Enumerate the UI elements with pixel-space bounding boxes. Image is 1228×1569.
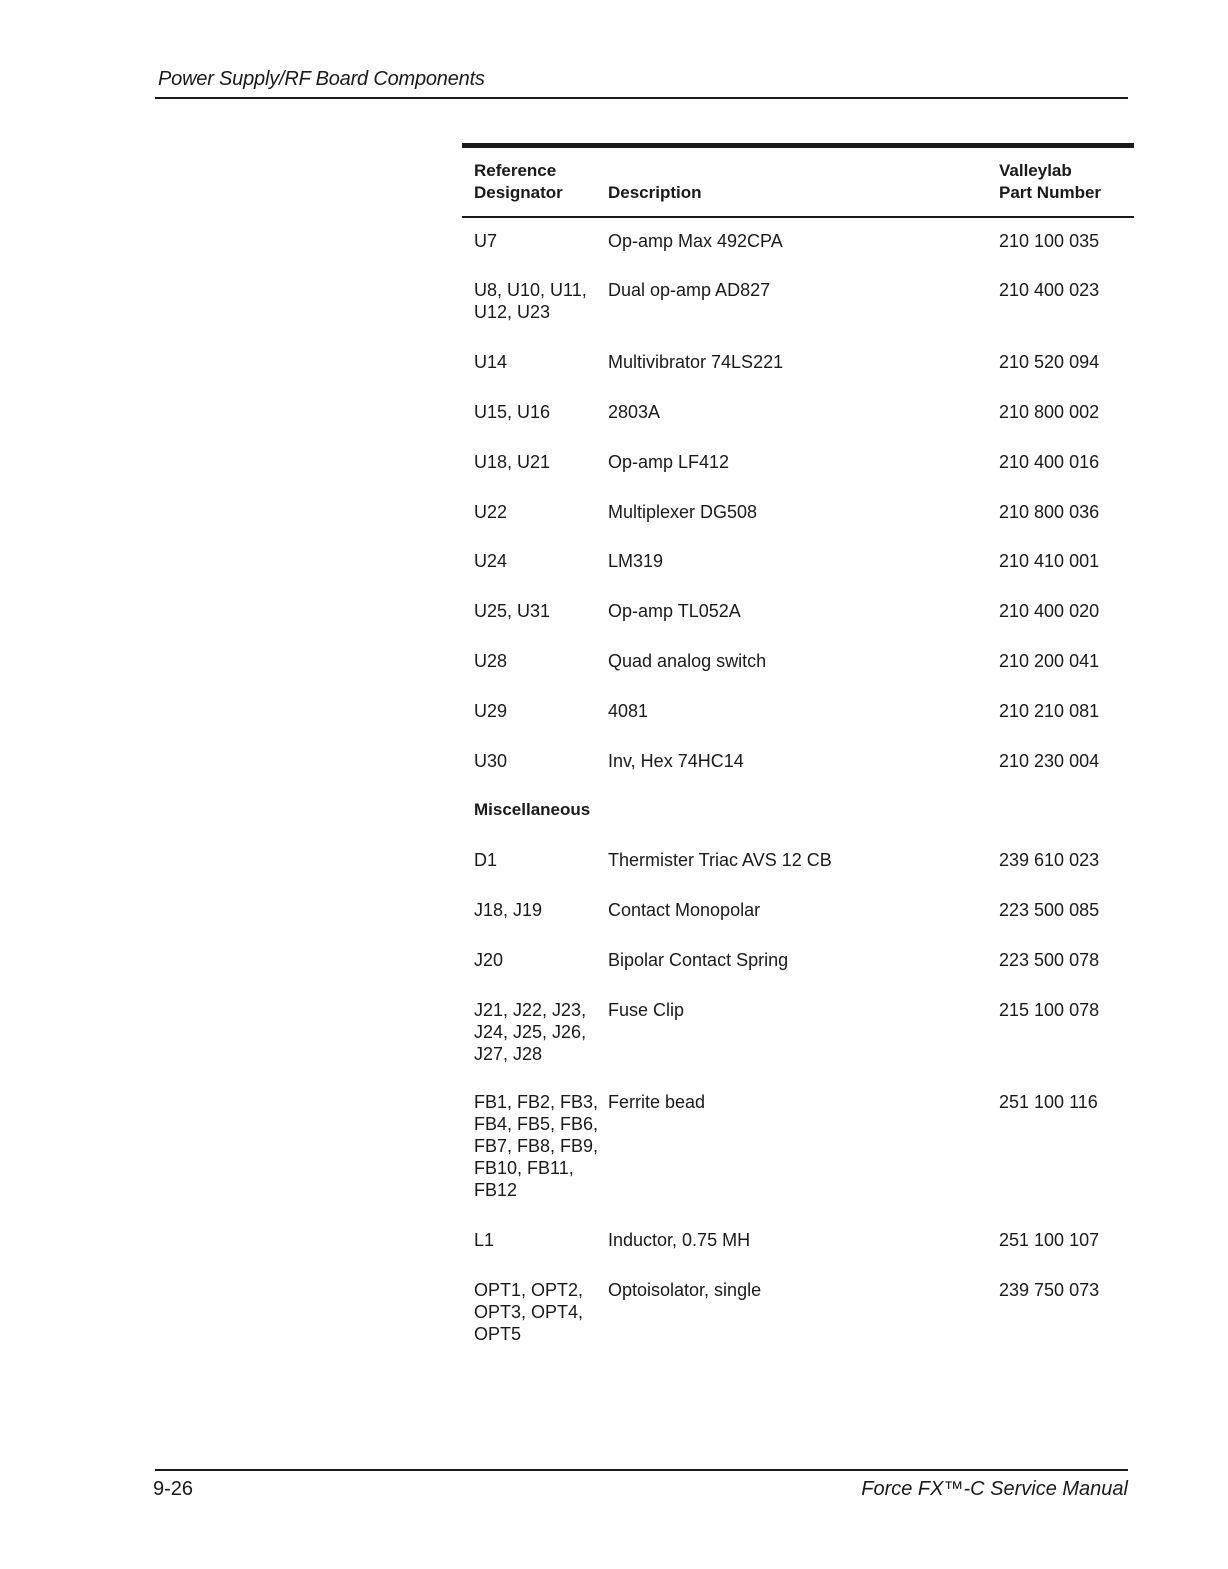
part-number-cell: 210 520 094 bbox=[999, 352, 1100, 372]
description-cell: Ferrite bead bbox=[608, 1092, 706, 1112]
description-cell: 2803A bbox=[608, 402, 661, 422]
part-number-cell: 215 100 078 bbox=[999, 1000, 1100, 1020]
reference-cell: U14 bbox=[474, 352, 508, 372]
description-cell: Contact Monopolar bbox=[608, 900, 761, 920]
description-cell: Dual op-amp AD827 bbox=[608, 280, 771, 300]
part-number-cell: 210 230 004 bbox=[999, 751, 1100, 771]
description-cell: LM319 bbox=[608, 551, 664, 571]
reference-cell: U15, U16 bbox=[474, 402, 551, 422]
reference-cell: D1 bbox=[474, 850, 498, 870]
description-cell: Op-amp LF412 bbox=[608, 452, 730, 472]
reference-cell: J21, J22, J23, J24, J25, J26, J27, J28 bbox=[474, 1000, 587, 1064]
part-number-cell: 239 750 073 bbox=[999, 1280, 1100, 1300]
header-rule bbox=[155, 97, 1128, 99]
description-cell: 4081 bbox=[608, 701, 649, 721]
reference-cell: OPT1, OPT2, OPT3, OPT4, OPT5 bbox=[474, 1280, 584, 1344]
description-cell: Quad analog switch bbox=[608, 651, 767, 671]
column-header-description: Description bbox=[608, 183, 702, 202]
part-number-cell: 210 200 041 bbox=[999, 651, 1100, 671]
part-number-cell: 210 100 035 bbox=[999, 231, 1100, 251]
reference-cell: FB1, FB2, FB3, FB4, FB5, FB6, FB7, FB8, FB9, FB10, FB11, FB12 bbox=[474, 1092, 599, 1200]
reference-cell: L1 bbox=[474, 1230, 495, 1250]
running-head: Power Supply/RF Board Components bbox=[158, 68, 485, 90]
reference-cell: U8, U10, U11, U12, U23 bbox=[474, 280, 587, 322]
manual-title: Force FX™-C Service Manual bbox=[861, 1478, 1128, 1500]
description-cell: Optoisolator, single bbox=[608, 1280, 762, 1300]
part-number-cell: 210 210 081 bbox=[999, 701, 1100, 721]
part-number-cell: 251 100 116 bbox=[999, 1092, 1098, 1112]
part-number-cell: 239 610 023 bbox=[999, 850, 1100, 870]
footer-rule bbox=[155, 1469, 1128, 1471]
description-cell: Multivibrator 74LS221 bbox=[608, 352, 784, 372]
reference-cell: U18, U21 bbox=[474, 452, 551, 472]
description-cell: Op-amp Max 492CPA bbox=[608, 231, 783, 251]
page-number: 9-26 bbox=[153, 1478, 194, 1500]
reference-cell: U25, U31 bbox=[474, 601, 551, 621]
parts-table bbox=[462, 143, 1134, 1348]
reference-cell: U24 bbox=[474, 551, 508, 571]
description-cell: Inductor, 0.75 MH bbox=[608, 1230, 751, 1250]
reference-cell: U29 bbox=[474, 701, 508, 721]
part-number-cell: 210 800 002 bbox=[999, 402, 1100, 422]
part-number-cell: 210 400 020 bbox=[999, 601, 1100, 621]
description-cell: Op-amp TL052A bbox=[608, 601, 741, 621]
table-body bbox=[462, 218, 1134, 1348]
reference-cell: U7 bbox=[474, 231, 498, 251]
column-header-reference: Reference Designator bbox=[474, 161, 563, 202]
description-cell: Multiplexer DG508 bbox=[608, 502, 758, 522]
reference-cell: U30 bbox=[474, 751, 508, 771]
part-number-cell: 210 800 036 bbox=[999, 502, 1100, 522]
reference-cell: U22 bbox=[474, 502, 508, 522]
table-header bbox=[462, 148, 1134, 216]
reference-cell: U28 bbox=[474, 651, 508, 671]
part-number-cell: 223 500 078 bbox=[999, 950, 1100, 970]
description-cell: Thermister Triac AVS 12 CB bbox=[608, 850, 832, 870]
section-label-miscellaneous: Miscellaneous bbox=[474, 800, 591, 819]
part-number-cell: 210 400 016 bbox=[999, 452, 1100, 472]
description-cell: Fuse Clip bbox=[608, 1000, 685, 1020]
description-cell: Bipolar Contact Spring bbox=[608, 950, 789, 970]
description-cell: Inv, Hex 74HC14 bbox=[608, 751, 744, 771]
part-number-cell: 223 500 085 bbox=[999, 900, 1100, 920]
reference-cell: J20 bbox=[474, 950, 504, 970]
part-number-cell: 210 410 001 bbox=[999, 551, 1100, 571]
part-number-cell: 210 400 023 bbox=[999, 280, 1100, 300]
part-number-cell: 251 100 107 bbox=[999, 1230, 1100, 1250]
column-header-part-number: Valleylab Part Number bbox=[999, 161, 1102, 202]
reference-cell: J18, J19 bbox=[474, 900, 543, 920]
